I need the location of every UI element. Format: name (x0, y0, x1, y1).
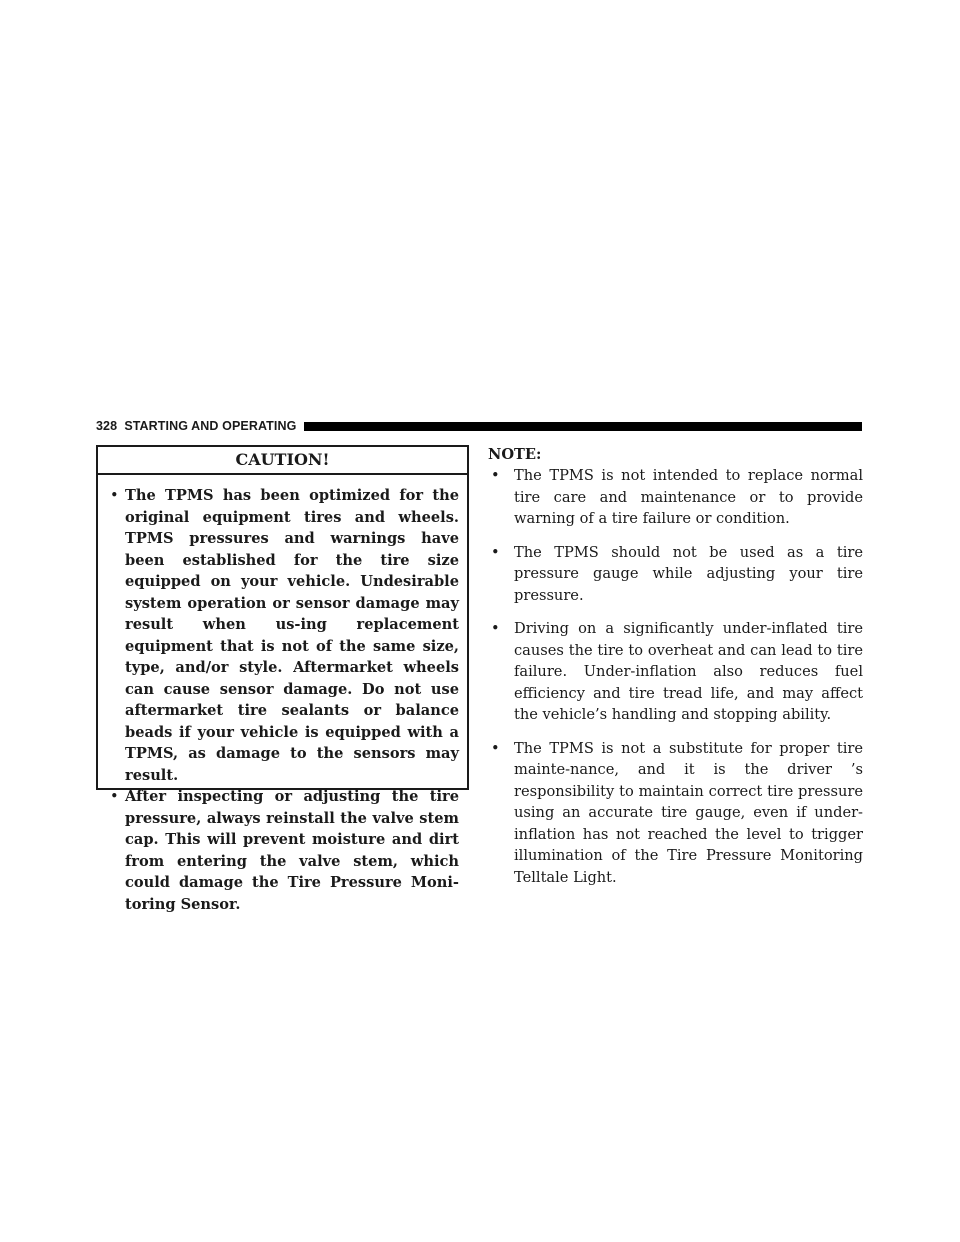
note-item (488, 618, 863, 726)
bullet-icon: • (491, 739, 500, 757)
note-item (488, 542, 863, 607)
bullet-icon: • (110, 487, 119, 504)
note-item (488, 465, 863, 530)
bullet-icon: • (491, 467, 500, 484)
page-header (96, 419, 862, 433)
note-item-text: The TPMS is not a substitute for proper tire mainte-nance, and it is the driver ’s responsibility to maintain correct tire pressure using an accurate tire gauge, even if under-inflation has not reached the level to trigger illumination of the Tire Pressure Monitoring Telltale Light. (514, 739, 863, 886)
page-number: 328 (96, 419, 118, 433)
note-item-text: Driving on a significantly under-inflated tire causes the tire to overheat and can lead to tire failure. Under-inflation also reduces fuel efficiency and tire tread life, and may affect the vehicle’s handling and stopping ability. (514, 620, 863, 723)
bullet-icon: • (110, 788, 119, 805)
caution-item-text: After inspecting or adjusting the tire pressure, always reinstall the valve stem cap. This will prevent moisture and dirt from entering the valve stem, which could damage the Tire Pressure Moni-toring Sensor. (125, 788, 459, 913)
caution-item-text: The TPMS has been optimized for the original equipment tires and wheels. TPMS pressures and warnings have been established for the tire size equipped on your vehicle. Undesirable system operation or sensor damage may result when us-ing replacement equipment that is not of the same size, type, and/or style. Aftermarket wheels can cause sensor damage. Do not use aftermarket tire sealants or balance beads if your vehicle is equipped with a TPMS, as damage to the sensors may result. (125, 487, 459, 784)
caution-item (98, 485, 459, 786)
caution-box (96, 445, 469, 913)
section-title: STARTING AND OPERATING (124, 419, 297, 433)
note-section (488, 445, 863, 900)
bullet-icon: • (491, 543, 500, 561)
bullet-icon: • (491, 620, 500, 637)
caution-title: CAUTION! (98, 447, 467, 475)
caution-item (98, 786, 459, 915)
note-item-text: The TPMS should not be used as a tire pressure gauge while adjusting your tire pressure. (514, 543, 863, 604)
page-header-text (96, 419, 296, 433)
note-item-text: The TPMS is not intended to replace normal tire care and maintenance or to provide warning of a tire failure or condition. (514, 467, 863, 527)
caution-list (98, 475, 467, 915)
note-item (488, 738, 863, 889)
note-label: NOTE: (488, 446, 542, 463)
note-list (488, 465, 863, 888)
header-rule (304, 422, 862, 431)
